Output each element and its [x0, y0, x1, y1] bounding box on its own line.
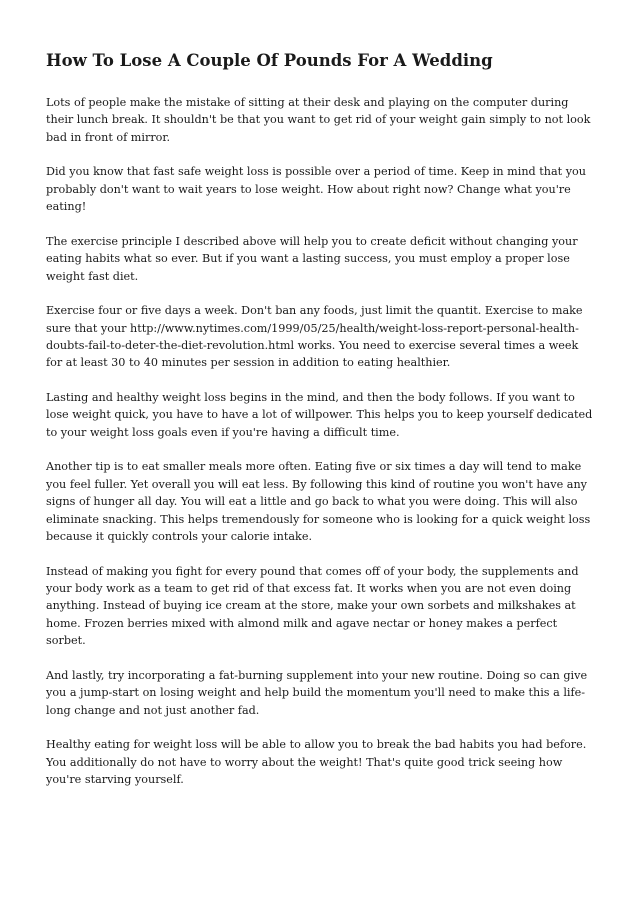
paragraph-1: Lots of people make the mistake of sitting at their desk and playing on the computer during their lunch break. It shouldn't be that you want to get rid of your weight gain simply to not look bad in front of mirror.	[46, 96, 591, 144]
document-page	[46, 50, 594, 806]
paragraph-2: Did you know that fast safe weight loss is possible over a period of time. Keep in mind that you probably don't want to wait years to lose weight. How about right now? Change what you're eating!	[46, 165, 586, 214]
paragraph-7: Instead of making you fight for every pound that comes off of your body, the supplements and your body work as a team to get rid of that excess fat. It works when you are not even doing anything. Instead of buying ice cream at the store, make your own sorbets and milkshakes at home. Frozen berries mixed with almond milk and agave nectar or honey makes a perfect sorbet.	[46, 564, 579, 648]
document-title: How To Lose A Couple Of Pounds For A Wedding	[46, 51, 493, 70]
paragraph-8: And lastly, try incorporating a fat-burning supplement into your new routine. Doing so can give you a jump-start on losing weight and help build the momentum you'll need to make this a life-long change and not just another fad.	[46, 668, 588, 717]
paragraph-4: Exercise four or five days a week. Don't ban any foods, just limit the quantit. Exercise to make sure that your http://www.nytimes.com/1999/05/25/health/weight-loss-report-personal-health-doubts-fail-to-deter-the-diet-revolution.html works. You need to exercise several times a week for at least 30 to 40 minutes per session in addition to eating healthier.	[46, 304, 583, 370]
paragraph-9: Healthy eating for weight loss will be able to allow you to break the bad habits you had before. You additionally do not have to worry about the weight! That's quite good trick seeing how you're starving yourself.	[46, 738, 587, 787]
paragraph-3: The exercise principle I described above will help you to create deficit without changing your eating habits what so ever. But if you want a lasting success, you must employ a proper lose weight fast diet.	[46, 234, 578, 283]
paragraph-6: Another tip is to eat smaller meals more often. Eating five or six times a day will tend to make you feel fuller. Yet overall you will eat less. By following this kind of routine you won't have any signs of hunger all day. You will eat a little and go back to what you were doing. This will also eliminate snacking. This helps tremendously for someone who is looking for a quick weight loss because it quickly controls your calorie intake.	[46, 460, 591, 544]
paragraph-5: Lasting and healthy weight loss begins in the mind, and then the body follows. If you want to lose weight quick, you have to have a lot of willpower. This helps you to keep yourself dedicated to your weight loss goals even if you're having a difficult time.	[46, 391, 593, 439]
